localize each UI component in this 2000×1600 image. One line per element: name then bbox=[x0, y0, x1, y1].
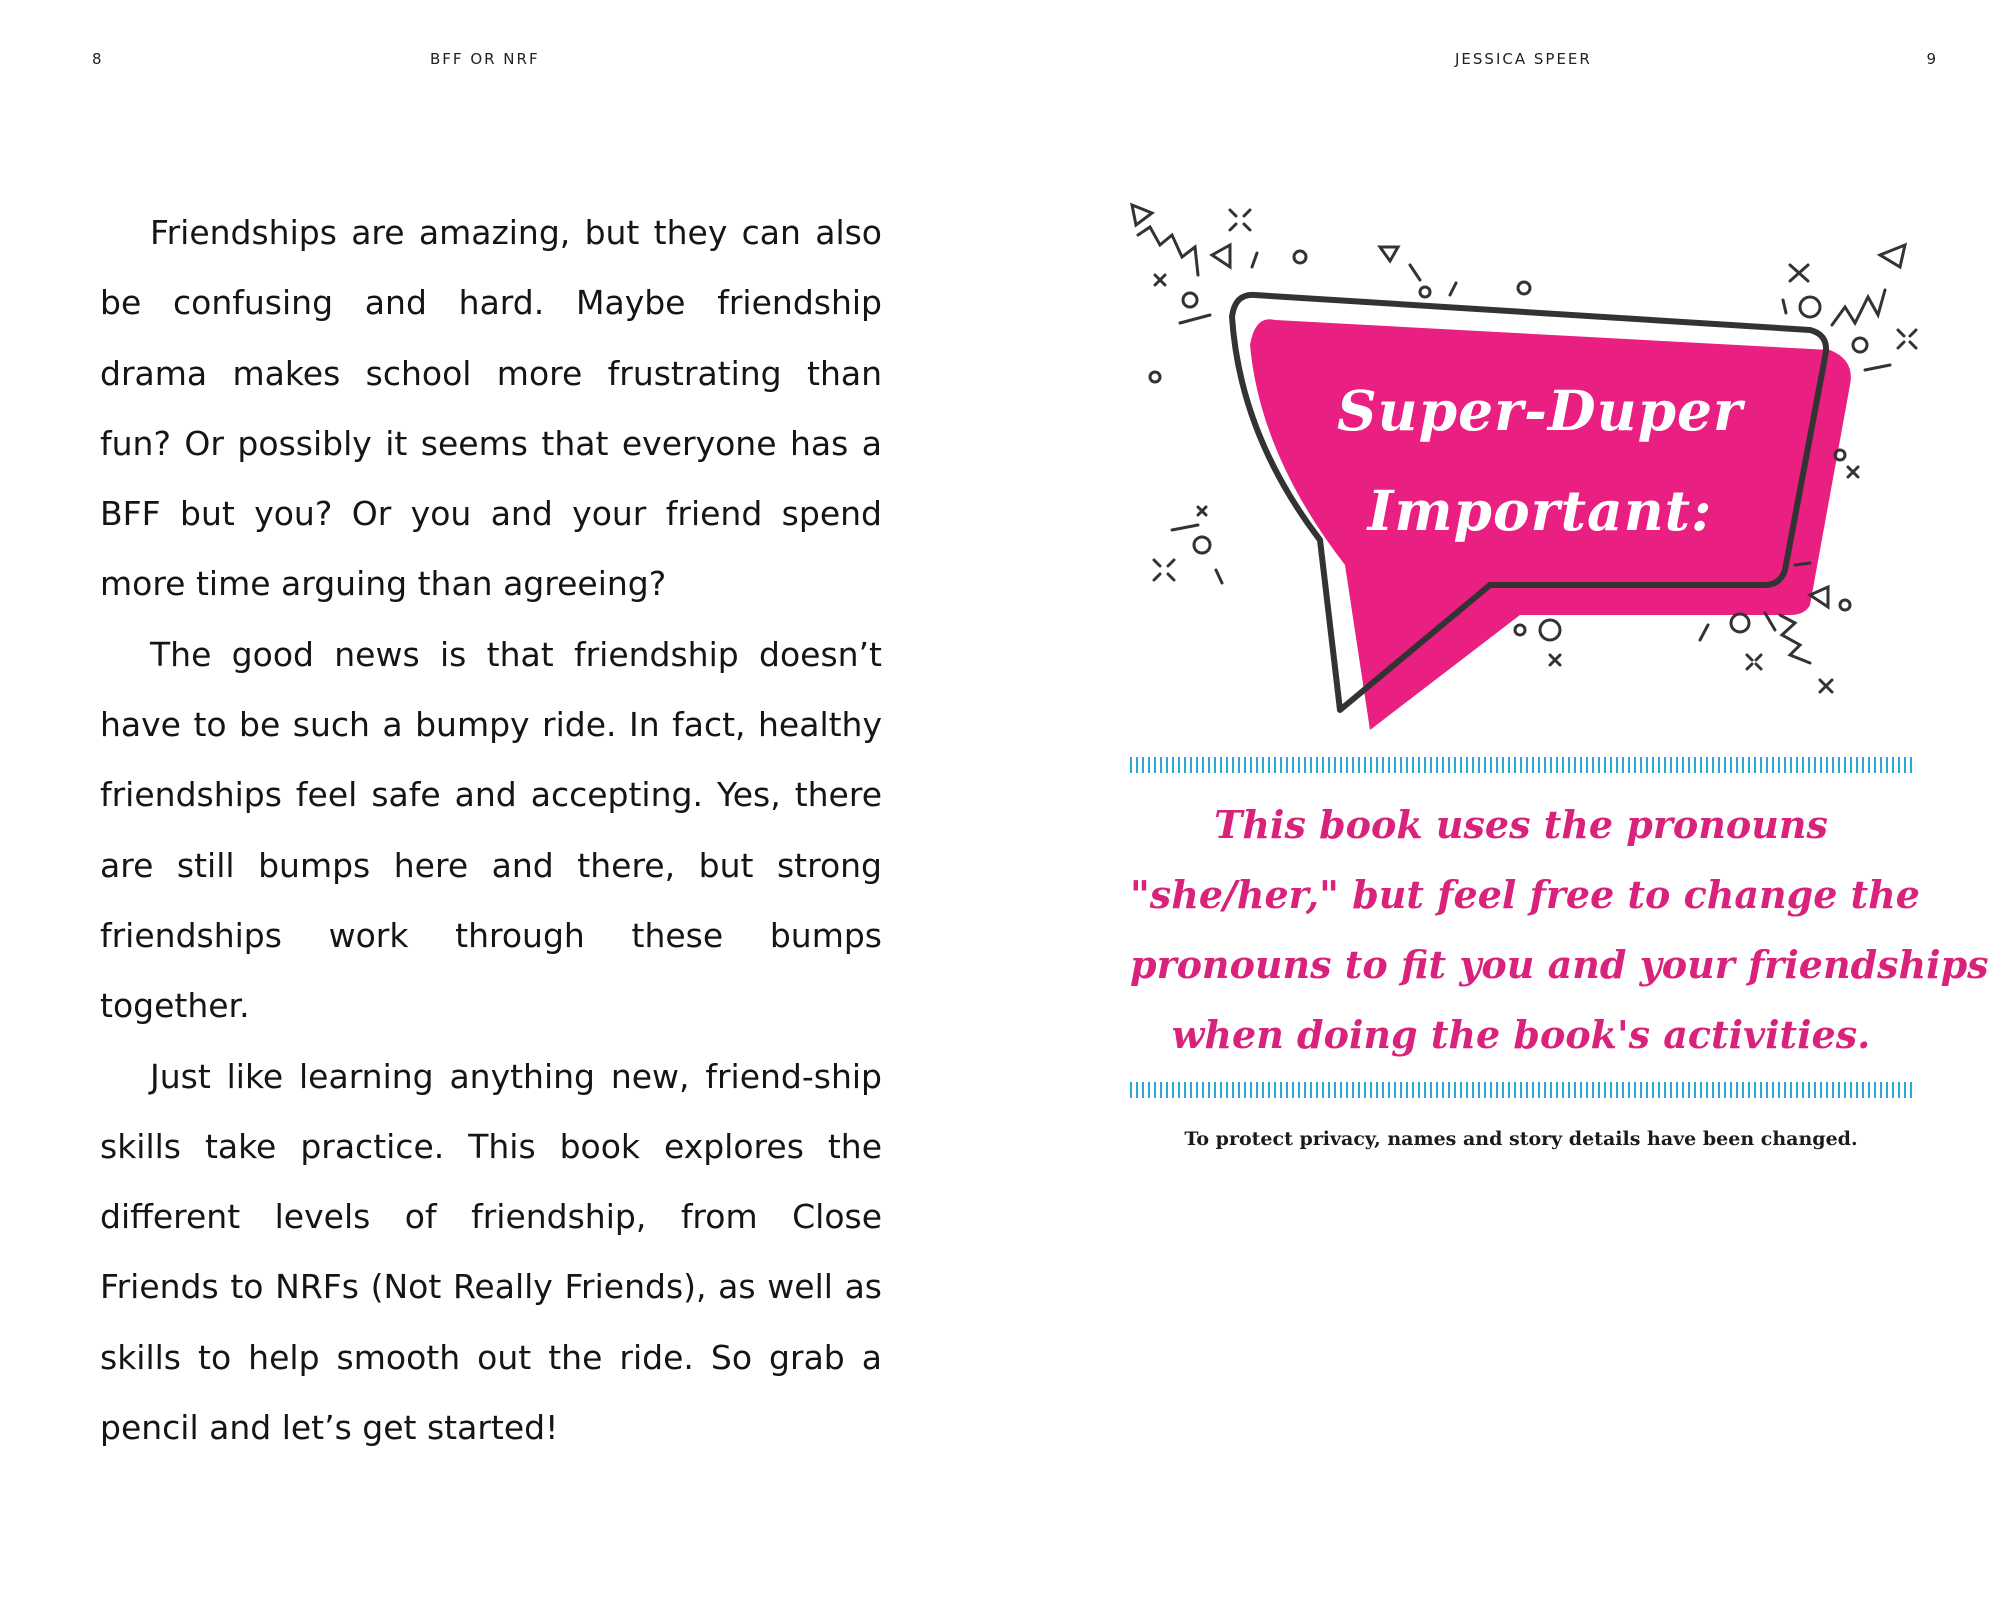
doodle-triangle bbox=[1132, 205, 1152, 225]
paragraph-1: Friendships are amazing, but they can also be confusing and hard. Maybe friendship drama makes school more frustrating than fun? Or possibly it seems that everyone has a BFF but you? Or you and your friend spend more time arguing than agreeing? bbox=[100, 213, 882, 604]
stripe-divider-top bbox=[1130, 757, 1912, 773]
pronoun-note bbox=[1130, 790, 1989, 1070]
doodle-zigzag bbox=[1832, 290, 1885, 325]
bubble-title-line-1: Super-Duper bbox=[1336, 378, 1744, 443]
note-line-4: when doing the book's activities. bbox=[1171, 1012, 1871, 1057]
doodle-circle bbox=[1150, 372, 1160, 382]
paragraph-2: The good news is that friendship doesn’t have to be such a bumpy ride. In fact, healthy friendships feel safe and accepting. Yes, there are still bumps here and there, but strong friendships work through these bumps together. bbox=[100, 634, 882, 1026]
running-head-author: JESSICA SPEER bbox=[1455, 50, 1592, 68]
doodle-dash bbox=[1180, 315, 1210, 323]
doodle-dash bbox=[1865, 365, 1890, 370]
paragraph-3: Just like learning anything new, friend-ship skills take practice. This book explores the different levels of friendship, from Close Friends to NRFs (Not Really Friends), as well as skills to help smooth out the ride. So grab a pencil and let’s get started! bbox=[100, 1056, 882, 1448]
note-line-1: This book uses the pronouns bbox=[1214, 802, 1828, 847]
doodle-circle bbox=[1540, 620, 1560, 640]
doodle-triangle bbox=[1880, 245, 1905, 267]
doodle-cross bbox=[1550, 655, 1560, 665]
doodle-triangle bbox=[1212, 245, 1230, 267]
doodle-dash bbox=[1700, 625, 1708, 640]
doodle-zigzag bbox=[1138, 227, 1198, 275]
stripe-divider-bottom bbox=[1130, 1082, 1912, 1098]
doodle-burst bbox=[1747, 655, 1761, 669]
note-line-2: "she/her," but feel free to change the bbox=[1130, 872, 1920, 917]
privacy-disclaimer: To protect privacy, names and story details have been changed. bbox=[1184, 1128, 1858, 1150]
doodle-circle bbox=[1800, 297, 1820, 317]
doodle-cross bbox=[1848, 467, 1858, 477]
doodle-circle bbox=[1853, 338, 1867, 352]
doodle-circle bbox=[1183, 293, 1197, 307]
page-number-right: 9 bbox=[1926, 50, 1938, 68]
doodle-cross bbox=[1790, 265, 1808, 281]
doodle-dash bbox=[1450, 283, 1456, 295]
doodle-burst bbox=[1898, 330, 1916, 348]
doodle-cross bbox=[1155, 275, 1165, 285]
doodle-dash bbox=[1252, 253, 1257, 267]
doodle-circle bbox=[1731, 614, 1749, 632]
doodle-burst bbox=[1154, 560, 1174, 580]
doodle-circle bbox=[1420, 287, 1430, 297]
body-text bbox=[100, 198, 882, 1463]
doodle-circle bbox=[1835, 450, 1845, 460]
note-line-3: pronouns to fit you and your friendships bbox=[1130, 942, 1989, 987]
doodle-dash bbox=[1783, 300, 1786, 313]
doodle-burst bbox=[1230, 210, 1250, 230]
doodle-circle bbox=[1518, 282, 1530, 294]
page-number-left: 8 bbox=[92, 50, 104, 68]
bubble-title-line-2: Important: bbox=[1367, 478, 1713, 543]
doodle-circle bbox=[1294, 251, 1306, 263]
doodle-cross bbox=[1198, 507, 1206, 515]
speech-bubble-illustration bbox=[1120, 185, 1940, 745]
doodle-circle bbox=[1194, 537, 1210, 553]
doodle-dash bbox=[1765, 613, 1775, 630]
doodle-circle bbox=[1515, 625, 1525, 635]
doodle-triangle bbox=[1380, 247, 1398, 261]
doodle-dash bbox=[1216, 570, 1222, 583]
doodle-dash bbox=[1410, 265, 1420, 280]
running-head-book-title: BFF OR NRF bbox=[430, 50, 540, 68]
doodle-circle bbox=[1840, 600, 1850, 610]
doodle-cross bbox=[1820, 680, 1832, 692]
doodle-dash bbox=[1172, 525, 1198, 530]
doodle-dash bbox=[1795, 563, 1810, 565]
doodle-zigzag bbox=[1780, 615, 1810, 663]
